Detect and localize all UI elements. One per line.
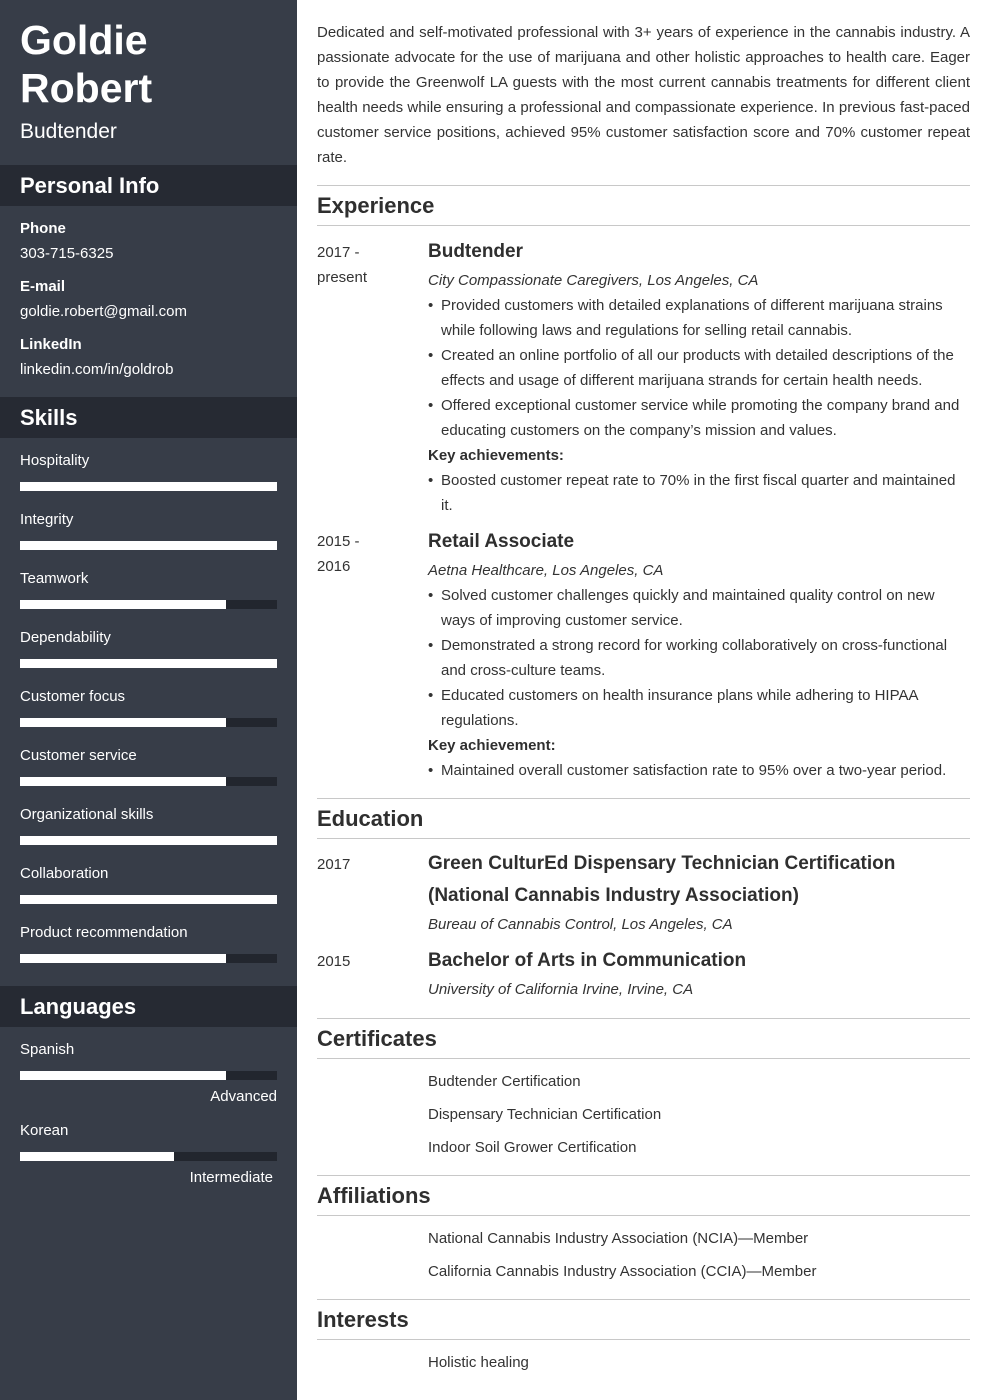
- email-value: goldie.robert@gmail.com: [20, 303, 187, 320]
- job-duty: • Offered exceptional customer service while promoting the company brand and educating customers on the company’s mission and values.: [428, 393, 970, 443]
- language-name: Korean: [20, 1122, 69, 1139]
- education-institution: Bureau of Cannabis Control, Los Angeles, CA: [428, 916, 733, 933]
- education-heading: Education: [317, 798, 970, 839]
- education-date: 2015: [317, 953, 351, 970]
- language-item: [20, 1121, 277, 1196]
- job-duty: • Educated customers on health insurance plans while adhering to HIPAA regulations.: [428, 683, 970, 733]
- education-title: Bachelor of Arts in Communication: [428, 950, 747, 971]
- summary: Dedicated and self-motivated professional with 3+ years of experience in the cannabis industry. A passionate advocate for the use of marijuana and other holistic approaches to health care. Eager to provide the Greenwolf LA guests with the most current cannabis treatments for different client health needs while ensuring a professional and compassionate experience. In previous fast-paced customer service positions, achieved 95% customer satisfaction score and 70% customer repeat rate.: [317, 24, 970, 166]
- skill-name: Customer service: [20, 747, 137, 764]
- skill-item: [20, 746, 277, 805]
- skill-level-bar: [20, 895, 277, 904]
- job-entry: [428, 526, 970, 783]
- personal-info-heading: Personal Info: [0, 165, 297, 206]
- certificate-item: Indoor Soil Grower Certification: [428, 1139, 637, 1156]
- job-date: [317, 529, 417, 579]
- first-name: Goldie: [20, 17, 148, 63]
- education-entry: [428, 945, 970, 1002]
- skill-name: Teamwork: [20, 570, 89, 587]
- language-level-fill: [20, 1152, 174, 1161]
- skill-level-bar: [20, 954, 277, 963]
- phone-label: Phone: [20, 220, 66, 237]
- languages-heading: Languages: [0, 986, 297, 1027]
- skill-level-fill: [20, 777, 226, 786]
- skill-level-fill: [20, 600, 226, 609]
- affiliations-heading: Affiliations: [317, 1175, 970, 1216]
- skill-level-fill: [20, 541, 277, 550]
- skill-level-fill: [20, 718, 226, 727]
- language-name: Spanish: [20, 1041, 75, 1058]
- language-level-bar: [20, 1071, 277, 1080]
- interests-heading: Interests: [317, 1299, 970, 1340]
- job-duties: [428, 583, 970, 733]
- skill-name: Product recommendation: [20, 924, 188, 941]
- last-name: Robert: [20, 65, 153, 111]
- skill-name: Customer focus: [20, 688, 126, 705]
- skill-level-fill: [20, 482, 277, 491]
- job-duty: • Demonstrated a strong record for working collaboratively on cross-functional and cross-culture teams.: [428, 633, 970, 683]
- certificate-item: Dispensary Technician Certification: [428, 1106, 662, 1123]
- job-title: Budtender: [428, 241, 523, 262]
- job-title: Budtender: [20, 120, 117, 143]
- job-achievements: [428, 468, 970, 518]
- skill-item: [20, 628, 277, 687]
- job-date-start: 2015 -: [317, 533, 360, 550]
- skill-item: [20, 864, 277, 923]
- skill-item: [20, 805, 277, 864]
- sidebar: [0, 0, 297, 1400]
- certificates-heading: Certificates: [317, 1018, 970, 1059]
- education-title-cont: (National Cannabis Industry Association): [428, 885, 799, 906]
- affiliation-item: National Cannabis Industry Association (NCIA)—Member: [428, 1230, 809, 1247]
- linkedin-value: linkedin.com/in/goldrob: [20, 361, 174, 378]
- experience-heading: Experience: [317, 185, 970, 226]
- skill-level-bar: [20, 777, 277, 786]
- skill-item: [20, 923, 277, 982]
- job-title: Retail Associate: [428, 531, 575, 552]
- skill-name: Dependability: [20, 629, 111, 646]
- skill-name: Collaboration: [20, 865, 109, 882]
- skills-heading: Skills: [0, 397, 297, 438]
- key-achievements-label: Key achievements:: [428, 447, 564, 464]
- skill-level-bar: [20, 541, 277, 550]
- phone-value: 303-715-6325: [20, 245, 114, 262]
- language-level-fill: [20, 1071, 226, 1080]
- job-employer: Aetna Healthcare, Los Angeles, CA: [428, 562, 664, 579]
- affiliation-item: California Cannabis Industry Association (CCIA)—Member: [428, 1263, 817, 1280]
- job-date-end: 2016: [317, 558, 351, 575]
- job-duty: • Solved customer challenges quickly and maintained quality control on new ways of improving customer service.: [428, 583, 970, 633]
- job-achievement: • Boosted customer repeat rate to 70% in the first fiscal quarter and maintained it.: [428, 468, 970, 518]
- candidate-name: [20, 16, 152, 112]
- job-employer: City Compassionate Caregivers, Los Angeles, CA: [428, 272, 759, 289]
- job-duty: • Provided customers with detailed explanations of different marijuana strains while following laws and regulations for selling retail cannabis.: [428, 293, 970, 343]
- skill-level-bar: [20, 836, 277, 845]
- skill-level-bar: [20, 482, 277, 491]
- skill-level-bar: [20, 600, 277, 609]
- job-date-end: present: [317, 269, 368, 286]
- skill-level-fill: [20, 659, 277, 668]
- job-achievements: [428, 758, 970, 783]
- skill-name: Organizational skills: [20, 806, 154, 823]
- job-date: [317, 240, 417, 290]
- language-item: [20, 1040, 277, 1115]
- skill-level-fill: [20, 836, 277, 845]
- interest-item: Holistic healing: [428, 1354, 529, 1371]
- skill-name: Integrity: [20, 511, 74, 528]
- certificate-item: Budtender Certification: [428, 1073, 581, 1090]
- language-level-label: Intermediate: [189, 1169, 273, 1186]
- skill-item: [20, 451, 277, 510]
- email-label: E-mail: [20, 278, 66, 295]
- job-entry: [428, 236, 970, 518]
- education-institution: University of California Irvine, Irvine, CA: [428, 981, 694, 998]
- job-achievement: • Maintained overall customer satisfaction rate to 95% over a two-year period.: [428, 758, 970, 783]
- skill-item: [20, 510, 277, 569]
- skill-level-bar: [20, 718, 277, 727]
- skill-level-fill: [20, 954, 226, 963]
- education-date: 2017: [317, 856, 351, 873]
- skill-item: [20, 569, 277, 628]
- skill-item: [20, 687, 277, 746]
- key-achievements-label: Key achievement:: [428, 737, 556, 754]
- skill-level-fill: [20, 895, 277, 904]
- job-date-start: 2017 -: [317, 244, 360, 261]
- education-entry: [428, 848, 970, 937]
- education-title: Green CulturEd Dispensary Technician Certification: [428, 853, 896, 874]
- language-level-bar: [20, 1152, 277, 1161]
- skill-name: Hospitality: [20, 452, 90, 469]
- language-level-label: Advanced: [210, 1088, 277, 1105]
- skill-level-bar: [20, 659, 277, 668]
- job-duties: [428, 293, 970, 443]
- linkedin-label: LinkedIn: [20, 336, 82, 353]
- job-duty: • Created an online portfolio of all our products with detailed descriptions of the effects and usage of different marijuana strands for certain health needs.: [428, 343, 970, 393]
